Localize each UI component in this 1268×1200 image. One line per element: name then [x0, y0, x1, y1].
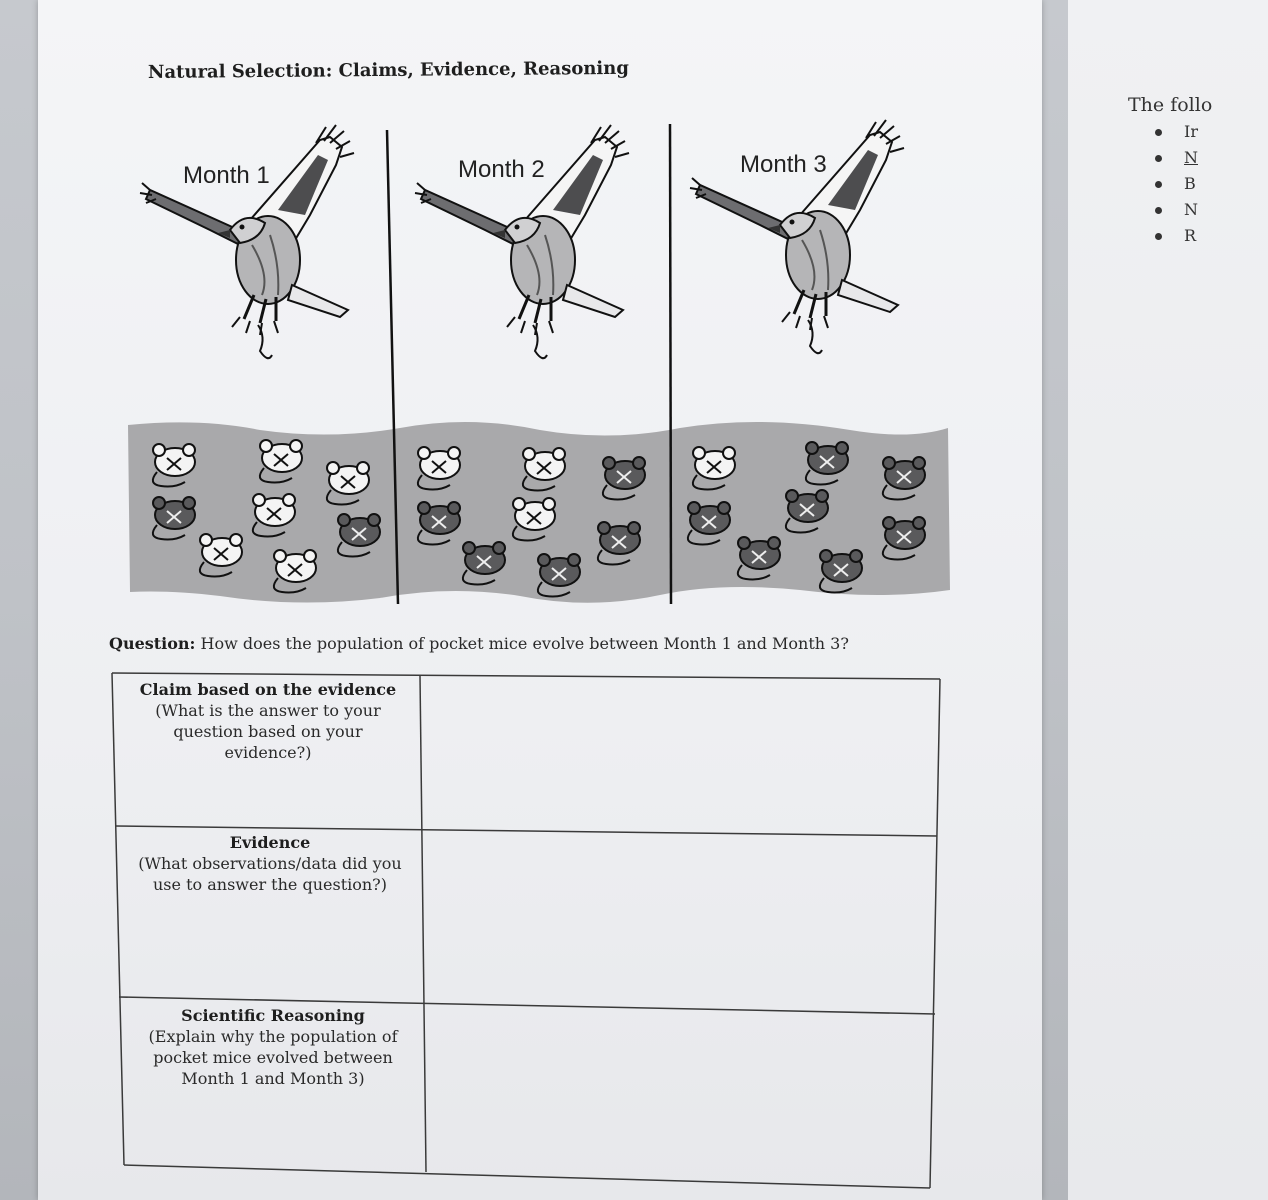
adjacent-page-intro: The follo — [1128, 94, 1213, 116]
evidence-label: Evidence (What observations/data did you use to answer the question?) — [138, 833, 402, 894]
adjacent-list-item: N — [1155, 200, 1198, 219]
month-1-label: Month 1 — [183, 162, 270, 189]
month-3-label: Month 3 — [740, 151, 827, 178]
reasoning-label: Scientific Reasoning (Explain why the population of pocket mice evolved between Month 1 and Month 3) — [148, 1006, 398, 1088]
adjacent-list-item[interactable]: N — [1155, 148, 1198, 167]
claim-answer-cell[interactable] — [428, 682, 933, 830]
evidence-answer-cell[interactable] — [430, 840, 930, 1008]
question-body: How does the population of pocket mice evolve between Month 1 and Month 3? — [200, 634, 849, 653]
claim-label: Claim based on the evidence (What is the answer to your question based on your evidence?) — [139, 680, 397, 762]
adjacent-list-item: R — [1155, 226, 1196, 245]
question-label: Question: — [109, 634, 196, 653]
reasoning-answer-cell[interactable] — [432, 1018, 926, 1178]
adjacent-list-item: Ir — [1155, 122, 1198, 141]
page-title: Natural Selection: Claims, Evidence, Reasoning — [147, 57, 629, 83]
month-2-label: Month 2 — [458, 156, 545, 183]
adjacent-list-item: B — [1155, 174, 1196, 193]
